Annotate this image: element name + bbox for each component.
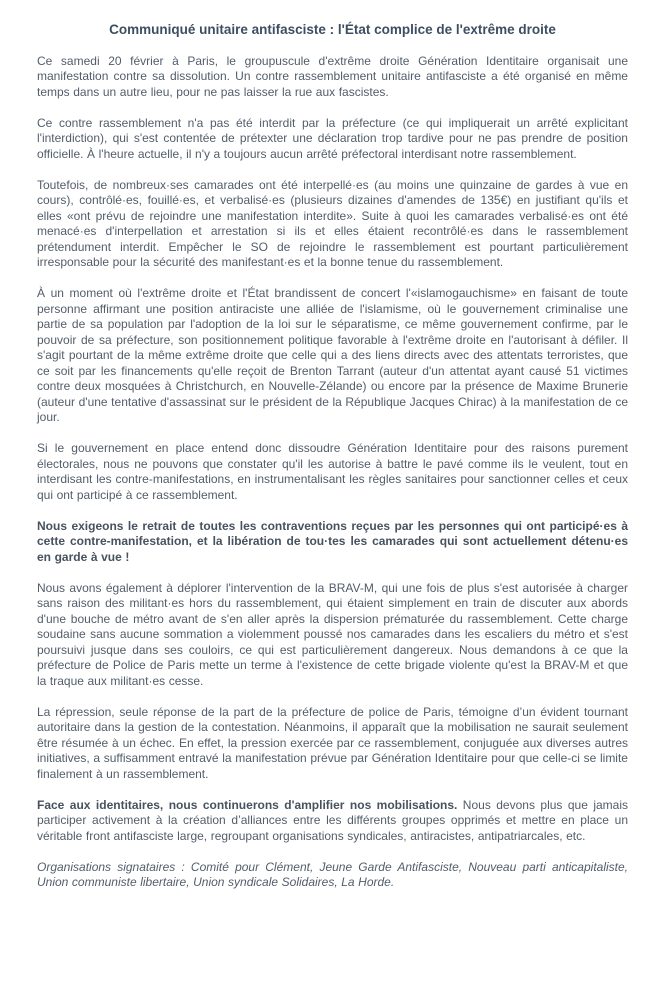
paragraph-islamogauchisme: À un moment où l'extrême droite et l'État brandissent de concert l'«islamogauchisme» en faisant de toute personne affirmant une position antiraciste une alliée de l'islamisme, où le gouvernement criminalise une partie de sa population par l'adoption de la loi sur le séparatisme, ce même gouvernement confirme, par le pouvoir de sa préfecture, son positionnement politique favorable à l'extrême droite en l'autorisant à défiler. Il s'agit pourtant de la même extrême droite que celle qui a des liens directs avec des attentats terroristes, que ce soit par les financements qu'elle reçoit de Brenton Tarrant (auteur d'un attentat ayant causé 51 victimes contre deux mosquées à Christchurch, en Nouvelle-Zélande) ou encore par la présence de Maxime Brunerie (auteur d'une tentative d'assassinat sur le président de la République Jacques Chirac) à la manifestation de ce jour.: [37, 286, 628, 424]
paragraph-interpellations: Toutefois, de nombreux·ses camarades ont été interpellé·es (au moins une quinzaine de gardes à vue en cours), contrôlé·es, fouillé·es, et verbalisé·es (plusieurs dizaines d'amendes de 135€) en justifiant qu'ils et elles «ont prévu de rejoindre une manifestation interdite». Suite à quoi les camarades verbalisé·es ont été menacé·es d'interpellation et arrestation si ils et elles étaient recontrôlé·es dans le rassemblement prétendument interdit. Empêcher le SO de rejoindre le rassemblement est pourtant particulièrement irresponsable pour la sécurité des manifestant·es et la bonne tenue du rassemblement.: [37, 177, 628, 269]
paragraph-intro: Ce samedi 20 février à Paris, le groupuscule d'extrême droite Génération Identitaire organisait une manifestation contre sa dissolution. Un contre rassemblement unitaire antifasciste a été organisé en même temps dans un autre lieu, pour ne pas laisser la rue aux fascistes.: [37, 53, 628, 99]
paragraph-signatories: Organisations signataires : Comité pour Clément, Jeune Garde Antifasciste, Nouveau parti anticapitaliste, Union communiste libertaire, Union syndicale Solidaires, La Horde.: [37, 859, 628, 889]
paragraph-mobilisations-lead: Face aux identitaires, nous continuerons d'amplifier nos mobilisations.: [37, 797, 458, 812]
paragraph-repression: La répression, seule réponse de la part de la préfecture de police de Paris, témoigne d’un évident tournant autoritaire dans la gestion de la contestation. Néanmoins, il apparaît que la mobilisation ne saurait seulement être résumée à un échec. En effet, la pression exercée par ce rassemblement, conjuguée aux diverses autres initiatives, a suffisamment entravé la manifestation prévue par Génération Identitaire pour que celle-ci se limite finalement à un rassemblement.: [37, 704, 628, 781]
document-title: Communiqué unitaire antifasciste : l'État complice de l'extrême droite: [109, 22, 556, 37]
paragraph-mobilisations-rest: Nous devons plus que jamais participer activement à la création d’alliances entre les différents groupes opprimés et mettre en place un véritable front antifasciste large, regroupant organisations syndicales, antiracistes, antipatriarcales, etc.: [37, 797, 628, 843]
paragraph-brav-m: Nous avons également à déplorer l'intervention de la BRAV-M, qui une fois de plus s'est autorisée à charger sans raison des militant·es hors du rassemblement, qui étaient simplement en train de discuter aux abords d'une bouche de métro avant de s'en aller après la dispersion prématurée du rassemblement. Cette charge soudaine sans aucune sommation a violemment poussé nos camarades dans les escaliers du métro et s'est poursuivi jusque dans ses couloirs, ce qui est particulièrement dangereux. Nous demandons à ce que la préfecture de Police de Paris mette un terme à l'existence de cette brigade violente qu'est la BRAV-M et que la traque aux militant·es cesse.: [37, 580, 628, 688]
paragraph-dissolution: Si le gouvernement en place entend donc dissoudre Génération Identitaire pour des raisons purement électorales, nous ne pouvons que constater qu'il les autorise à battre le pavé comme ils le veulent, tout en interdisant les contre-manifestations, en instrumentalisant les règles sanitaires pour sanctionner celles et ceux qui ont participé à ce rassemblement.: [37, 441, 628, 502]
paragraph-prefecture: Ce contre rassemblement n'a pas été interdit par la préfecture (ce qui impliquerait un arrêté explicitant l'interdiction), qui s'est contentée de prétexter une déclaration trop tardive pour ne pas prendre de position officielle. À l'heure actuelle, il n'y a toujours aucun arrêté préfectoral interdisant notre rassemblement.: [37, 115, 628, 161]
paragraph-mobilisations: [37, 798, 628, 845]
paragraph-demands: Nous exigeons le retrait de toutes les contraventions reçues par les personnes qui ont participé·es à cette contre-manifestation, et la libération de tou·tes les camarades qui sont actuellement détenu·es en garde à vue !: [37, 518, 628, 564]
